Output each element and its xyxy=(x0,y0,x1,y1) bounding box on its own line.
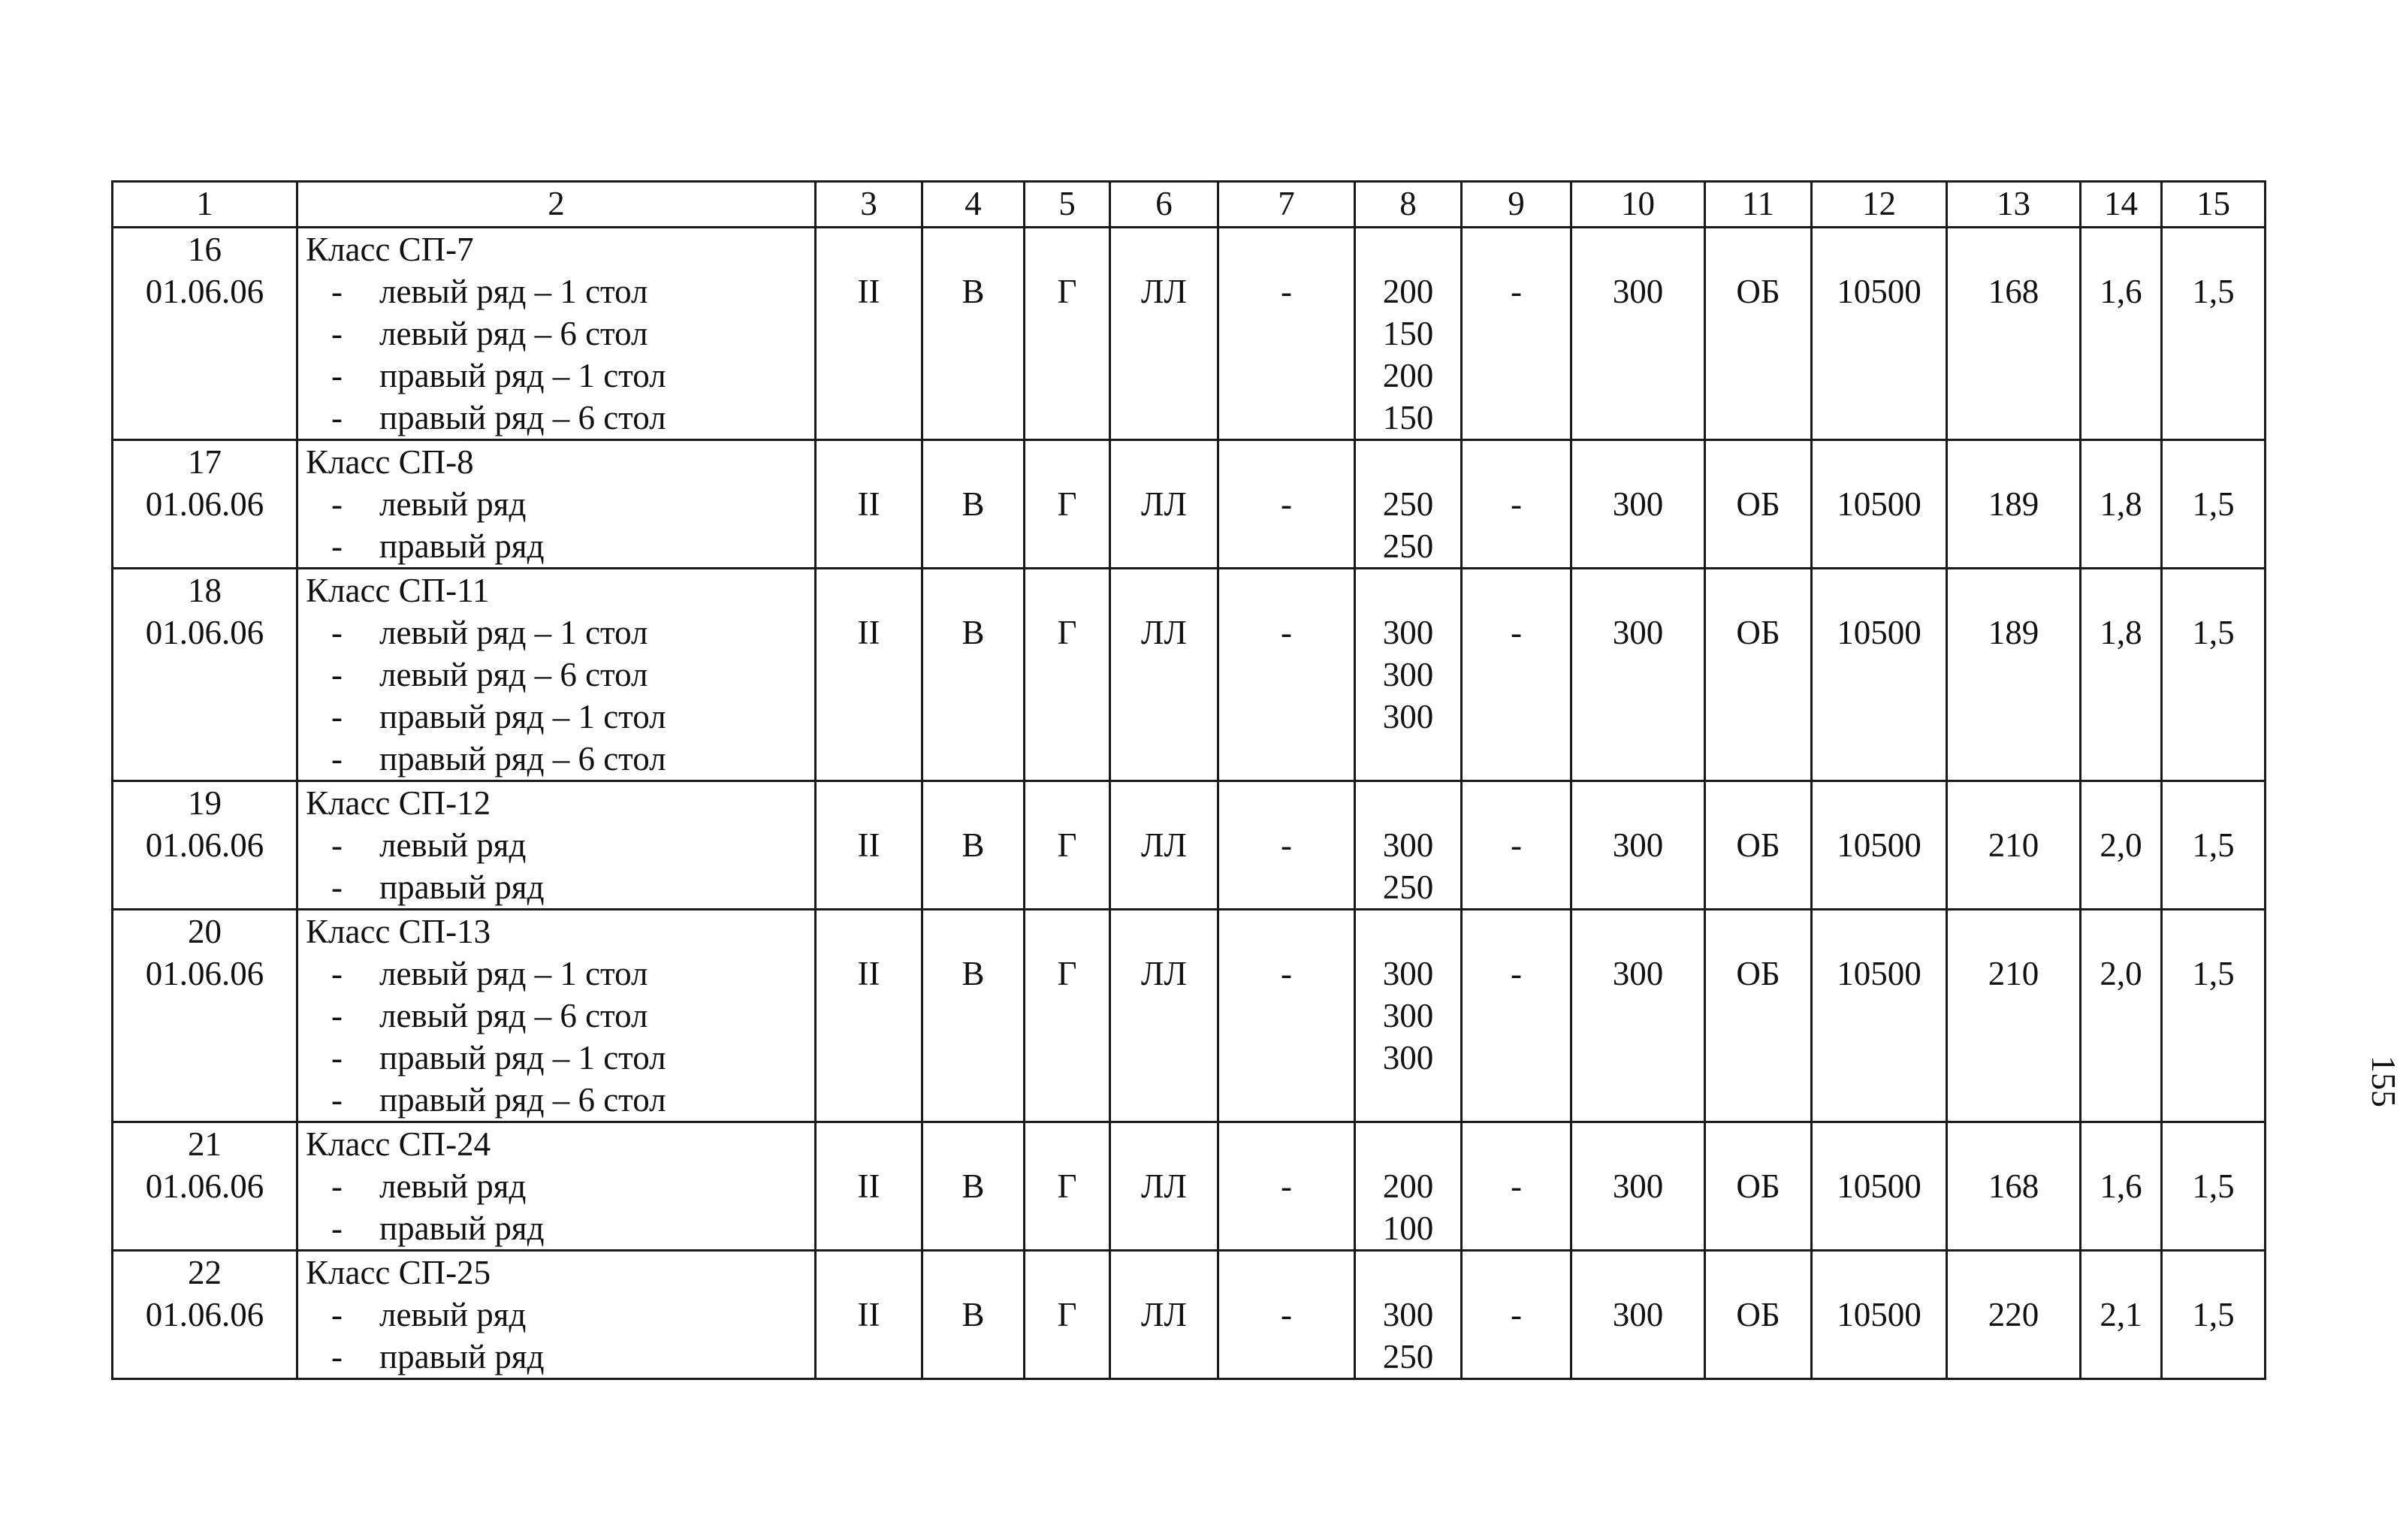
row-date: 01.06.06 xyxy=(145,273,264,310)
cell-c15: 1,5 xyxy=(2162,569,2266,781)
column-header: 6 xyxy=(1110,182,1218,228)
cell-c14: 1,8 xyxy=(2081,569,2162,781)
cell-c12: 10500 xyxy=(1812,228,1947,440)
cell-c15: 1,5 xyxy=(2162,440,2266,569)
measured-value: 250 xyxy=(1382,485,1434,523)
measured-value: 300 xyxy=(1382,826,1434,864)
row-date: 01.06.06 xyxy=(145,614,264,651)
measured-value: 300 xyxy=(1382,997,1434,1034)
cell-c7: - xyxy=(1218,440,1355,569)
cell-c5: Г xyxy=(1025,569,1110,781)
location-cell xyxy=(297,910,816,1122)
location-item xyxy=(306,397,814,439)
cell-c5: Г xyxy=(1025,1251,1110,1379)
cell-c9: - xyxy=(1462,569,1571,781)
list-dash: - xyxy=(331,1167,343,1205)
cell-c3: II xyxy=(816,440,922,569)
location-item-text: правый ряд xyxy=(379,1338,545,1375)
row-date: 01.06.06 xyxy=(145,485,264,523)
cell-c6: ЛЛ xyxy=(1110,781,1218,910)
cell-c14: 2,1 xyxy=(2081,1251,2162,1379)
column-header: 5 xyxy=(1025,182,1110,228)
location-item xyxy=(306,1336,814,1378)
measured-value: 300 xyxy=(1382,698,1434,735)
measured-value: 300 xyxy=(1382,656,1434,693)
cell-c10: 300 xyxy=(1571,228,1705,440)
list-dash: - xyxy=(331,997,343,1034)
table-row xyxy=(113,781,2266,910)
row-id-cell xyxy=(113,228,297,440)
row-date: 01.06.06 xyxy=(145,1167,264,1205)
location-item xyxy=(306,1207,814,1249)
cell-c11: ОБ xyxy=(1705,228,1812,440)
table-body xyxy=(113,182,2266,1379)
row-id-cell xyxy=(113,1122,297,1251)
cell-c13: 168 xyxy=(1947,228,2081,440)
list-dash: - xyxy=(331,826,343,864)
cell-c8 xyxy=(1355,910,1462,1122)
column-header: 3 xyxy=(816,182,922,228)
cell-c6: ЛЛ xyxy=(1110,1251,1218,1379)
cell-c13: 210 xyxy=(1947,910,2081,1122)
cell-c5: Г xyxy=(1025,228,1110,440)
cell-c7: - xyxy=(1218,1122,1355,1251)
cell-c9: - xyxy=(1462,440,1571,569)
row-number: 18 xyxy=(188,572,222,609)
row-number: 21 xyxy=(188,1125,222,1163)
column-header: 13 xyxy=(1947,182,2081,228)
location-item-text: левый ряд – 1 стол xyxy=(379,614,648,651)
table-row xyxy=(113,1251,2266,1379)
location-item-text: левый ряд – 1 стол xyxy=(379,273,648,310)
cell-c9: - xyxy=(1462,1122,1571,1251)
cell-c12: 10500 xyxy=(1812,569,1947,781)
cell-c6: ЛЛ xyxy=(1110,1122,1218,1251)
measured-value: 150 xyxy=(1382,315,1434,352)
column-header: 14 xyxy=(2081,182,2162,228)
cell-c15: 1,5 xyxy=(2162,228,2266,440)
column-header: 1 xyxy=(113,182,297,228)
location-item-text: правый ряд – 6 стол xyxy=(379,399,666,436)
cell-c11: ОБ xyxy=(1705,1122,1812,1251)
location-item-text: правый ряд – 1 стол xyxy=(379,357,666,394)
location-item xyxy=(306,1165,814,1207)
location-item xyxy=(306,995,814,1037)
location-cell xyxy=(297,440,816,569)
location-item-text: левый ряд – 6 стол xyxy=(379,656,648,693)
cell-c5: Г xyxy=(1025,910,1110,1122)
location-item xyxy=(306,313,814,355)
list-dash: - xyxy=(331,399,343,436)
cell-c12: 10500 xyxy=(1812,910,1947,1122)
cell-c7: - xyxy=(1218,910,1355,1122)
list-dash: - xyxy=(331,273,343,310)
measured-value: 300 xyxy=(1382,1039,1434,1076)
cell-c5: Г xyxy=(1025,781,1110,910)
list-dash: - xyxy=(331,1081,343,1119)
location-title: Класс СП-13 xyxy=(306,913,491,950)
cell-c10: 300 xyxy=(1571,440,1705,569)
location-item xyxy=(306,611,814,654)
cell-c13: 189 xyxy=(1947,440,2081,569)
cell-c13: 189 xyxy=(1947,569,2081,781)
cell-c4: В xyxy=(922,569,1025,781)
location-item xyxy=(306,1037,814,1079)
cell-c11: ОБ xyxy=(1705,781,1812,910)
cell-c12: 10500 xyxy=(1812,781,1947,910)
location-item-text: левый ряд – 6 стол xyxy=(379,997,648,1034)
column-header: 11 xyxy=(1705,182,1812,228)
list-dash: - xyxy=(331,357,343,394)
location-item xyxy=(306,696,814,738)
location-cell xyxy=(297,781,816,910)
cell-c13: 220 xyxy=(1947,1251,2081,1379)
cell-c8 xyxy=(1355,781,1462,910)
measured-value: 100 xyxy=(1382,1209,1434,1247)
row-number: 19 xyxy=(188,784,222,822)
location-item-text: левый ряд – 6 стол xyxy=(379,315,648,352)
measured-value: 250 xyxy=(1382,1338,1434,1375)
list-dash: - xyxy=(331,1209,343,1247)
cell-c8 xyxy=(1355,1122,1462,1251)
row-date: 01.06.06 xyxy=(145,1296,264,1333)
cell-c3: II xyxy=(816,228,922,440)
cell-c4: В xyxy=(922,1122,1025,1251)
location-title: Класс СП-7 xyxy=(306,231,474,268)
table-row xyxy=(113,910,2266,1122)
location-item-text: левый ряд xyxy=(379,485,527,523)
cell-c14: 1,8 xyxy=(2081,440,2162,569)
cell-c11: ОБ xyxy=(1705,569,1812,781)
location-item xyxy=(306,1294,814,1336)
cell-c7: - xyxy=(1218,228,1355,440)
location-item-text: правый ряд – 6 стол xyxy=(379,740,666,778)
row-number: 20 xyxy=(188,913,222,950)
cell-c14: 1,6 xyxy=(2081,228,2162,440)
column-header: 7 xyxy=(1218,182,1355,228)
list-dash: - xyxy=(331,1296,343,1333)
measured-value: 300 xyxy=(1382,1296,1434,1333)
cell-c14: 2,0 xyxy=(2081,910,2162,1122)
location-cell xyxy=(297,569,816,781)
row-id-cell xyxy=(113,781,297,910)
list-dash: - xyxy=(331,614,343,651)
cell-c11: ОБ xyxy=(1705,910,1812,1122)
row-number: 22 xyxy=(188,1254,222,1291)
measured-value: 250 xyxy=(1382,527,1434,565)
location-item xyxy=(306,824,814,866)
cell-c14: 1,6 xyxy=(2081,1122,2162,1251)
location-item xyxy=(306,953,814,995)
cell-c10: 300 xyxy=(1571,781,1705,910)
cell-c11: ОБ xyxy=(1705,440,1812,569)
cell-c6: ЛЛ xyxy=(1110,910,1218,1122)
row-date: 01.06.06 xyxy=(145,955,264,992)
cell-c4: В xyxy=(922,781,1025,910)
cell-c11: ОБ xyxy=(1705,1251,1812,1379)
cell-c9: - xyxy=(1462,910,1571,1122)
column-header: 8 xyxy=(1355,182,1462,228)
measured-value: 250 xyxy=(1382,868,1434,906)
cell-c10: 300 xyxy=(1571,569,1705,781)
cell-c15: 1,5 xyxy=(2162,781,2266,910)
cell-c9: - xyxy=(1462,1251,1571,1379)
cell-c10: 300 xyxy=(1571,910,1705,1122)
cell-c15: 1,5 xyxy=(2162,1251,2266,1379)
location-title: Класс СП-8 xyxy=(306,443,474,481)
row-id-cell xyxy=(113,440,297,569)
cell-c4: В xyxy=(922,910,1025,1122)
list-dash: - xyxy=(331,740,343,778)
cell-c8 xyxy=(1355,1251,1462,1379)
cell-c4: В xyxy=(922,1251,1025,1379)
row-id-cell xyxy=(113,569,297,781)
location-item-text: левый ряд – 1 стол xyxy=(379,955,648,992)
row-date: 01.06.06 xyxy=(145,826,264,864)
cell-c7: - xyxy=(1218,1251,1355,1379)
list-dash: - xyxy=(331,315,343,352)
cell-c3: II xyxy=(816,910,922,1122)
location-title: Класс СП-24 xyxy=(306,1125,491,1163)
cell-c6: ЛЛ xyxy=(1110,440,1218,569)
measured-value: 150 xyxy=(1382,399,1434,436)
location-item-text: левый ряд xyxy=(379,1167,527,1205)
location-item xyxy=(306,866,814,908)
location-item-text: правый ряд – 1 стол xyxy=(379,1039,666,1076)
measurement-table xyxy=(111,180,2266,1380)
cell-c3: II xyxy=(816,1251,922,1379)
measured-value: 200 xyxy=(1382,1167,1434,1205)
list-dash: - xyxy=(331,485,343,523)
location-item-text: левый ряд xyxy=(379,826,527,864)
table-row xyxy=(113,569,2266,781)
cell-c9: - xyxy=(1462,228,1571,440)
cell-c3: II xyxy=(816,1122,922,1251)
column-header: 15 xyxy=(2162,182,2266,228)
list-dash: - xyxy=(331,955,343,992)
cell-c7: - xyxy=(1218,569,1355,781)
table-row xyxy=(113,1122,2266,1251)
cell-c13: 210 xyxy=(1947,781,2081,910)
cell-c12: 10500 xyxy=(1812,1122,1947,1251)
location-item-text: правый ряд – 1 стол xyxy=(379,698,666,735)
cell-c8 xyxy=(1355,440,1462,569)
measured-value: 200 xyxy=(1382,273,1434,310)
location-item xyxy=(306,738,814,780)
cell-c15: 1,5 xyxy=(2162,1122,2266,1251)
cell-c4: В xyxy=(922,228,1025,440)
location-item xyxy=(306,270,814,313)
list-dash: - xyxy=(331,698,343,735)
location-cell xyxy=(297,1122,816,1251)
location-item-text: левый ряд xyxy=(379,1296,527,1333)
page-number: 155 xyxy=(2365,1055,2403,1107)
row-number: 16 xyxy=(188,231,222,268)
location-title: Класс СП-12 xyxy=(306,784,491,822)
column-header: 12 xyxy=(1812,182,1947,228)
column-header: 9 xyxy=(1462,182,1571,228)
cell-c15: 1,5 xyxy=(2162,910,2266,1122)
column-header: 2 xyxy=(297,182,816,228)
location-item xyxy=(306,483,814,525)
cell-c8 xyxy=(1355,228,1462,440)
list-dash: - xyxy=(331,1338,343,1375)
table-row xyxy=(113,228,2266,440)
location-item-text: правый ряд – 6 стол xyxy=(379,1081,666,1119)
location-item xyxy=(306,1079,814,1121)
measured-value: 300 xyxy=(1382,614,1434,651)
cell-c14: 2,0 xyxy=(2081,781,2162,910)
row-number: 17 xyxy=(188,443,222,481)
measured-value: 200 xyxy=(1382,357,1434,394)
cell-c7: - xyxy=(1218,781,1355,910)
cell-c5: Г xyxy=(1025,1122,1110,1251)
location-title: Класс СП-11 xyxy=(306,572,490,609)
cell-c13: 168 xyxy=(1947,1122,2081,1251)
cell-c5: Г xyxy=(1025,440,1110,569)
list-dash: - xyxy=(331,1039,343,1076)
column-header: 4 xyxy=(922,182,1025,228)
location-item xyxy=(306,355,814,397)
cell-c9: - xyxy=(1462,781,1571,910)
cell-c12: 10500 xyxy=(1812,440,1947,569)
location-title: Класс СП-25 xyxy=(306,1254,491,1291)
list-dash: - xyxy=(331,868,343,906)
cell-c12: 10500 xyxy=(1812,1251,1947,1379)
cell-c6: ЛЛ xyxy=(1110,569,1218,781)
document-page xyxy=(111,180,2403,1380)
location-item-text: правый ряд xyxy=(379,1209,545,1247)
cell-c8 xyxy=(1355,569,1462,781)
cell-c4: В xyxy=(922,440,1025,569)
cell-c10: 300 xyxy=(1571,1122,1705,1251)
cell-c3: II xyxy=(816,781,922,910)
measured-value: 300 xyxy=(1382,955,1434,992)
location-item-text: правый ряд xyxy=(379,868,545,906)
list-dash: - xyxy=(331,656,343,693)
cell-c3: II xyxy=(816,569,922,781)
location-cell xyxy=(297,228,816,440)
column-number-row xyxy=(113,182,2266,228)
row-id-cell xyxy=(113,1251,297,1379)
list-dash: - xyxy=(331,527,343,565)
location-item xyxy=(306,525,814,567)
location-item-text: правый ряд xyxy=(379,527,545,565)
location-cell xyxy=(297,1251,816,1379)
cell-c6: ЛЛ xyxy=(1110,228,1218,440)
table-row xyxy=(113,440,2266,569)
row-id-cell xyxy=(113,910,297,1122)
location-item xyxy=(306,654,814,696)
column-header: 10 xyxy=(1571,182,1705,228)
cell-c10: 300 xyxy=(1571,1251,1705,1379)
